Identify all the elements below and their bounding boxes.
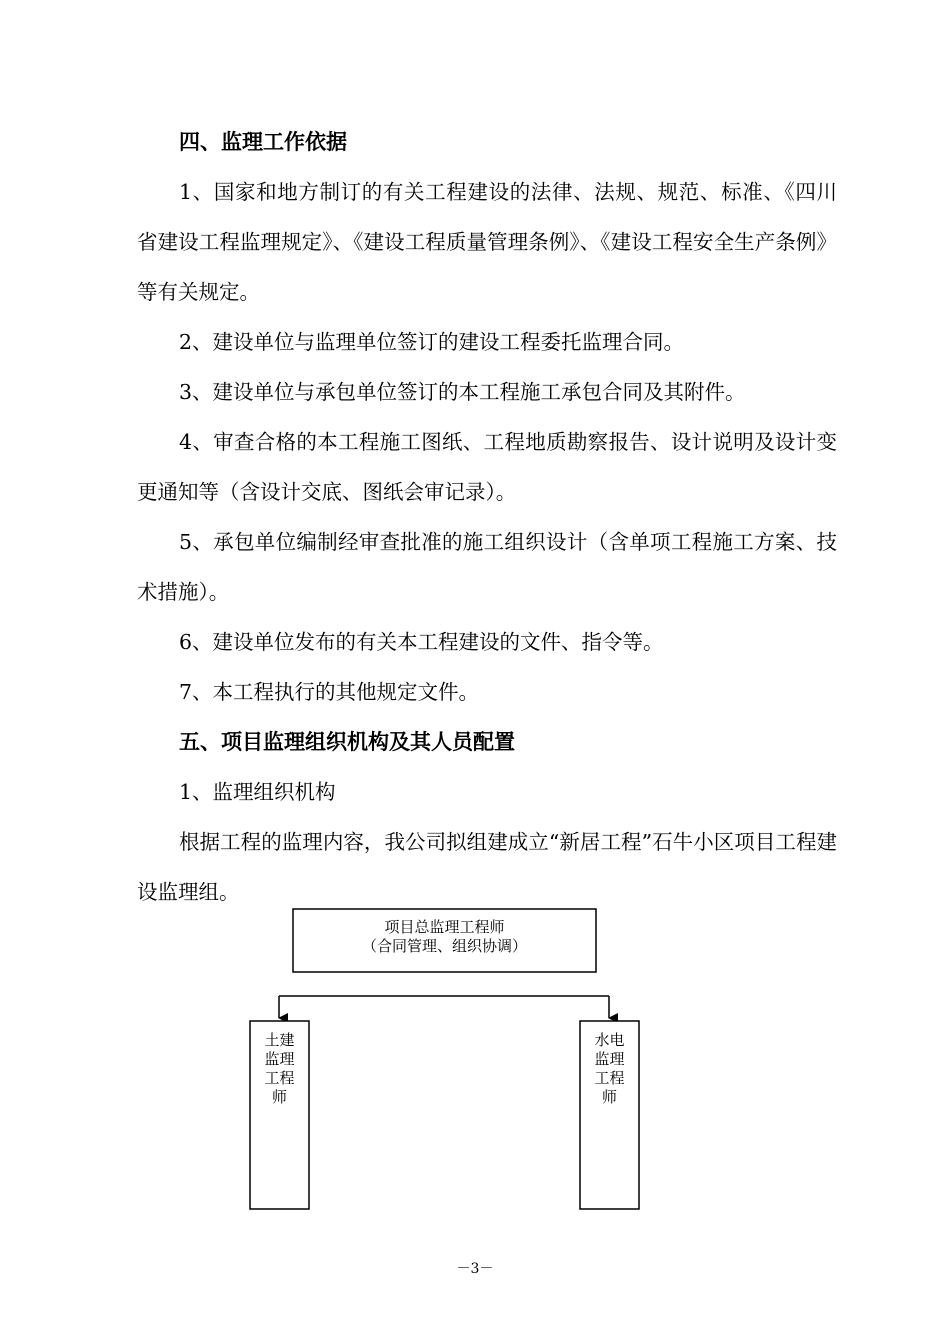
section-4-item-4: 4、审查合格的本工程施工图纸、工程地质勘察报告、设计说明及设计变更通知等（含设计交底、图纸会审记录）。	[137, 430, 837, 504]
mep-engineer-line-4: 师	[601, 1088, 618, 1106]
mep-engineer-line-2: 监理	[594, 1050, 625, 1068]
civil-engineer-line-3: 工程	[264, 1069, 295, 1087]
civil-engineer-line-1: 土建	[264, 1031, 295, 1049]
section-4-item-6: 6、建设单位发布的有关本工程建设的文件、指令等。	[179, 630, 664, 654]
section-5-intro: 根据工程的监理内容，我公司拟组建成立“新居工程”石牛小区项目工程建设监理组。	[137, 830, 837, 904]
section-4-item-5: 5、承包单位编制经审查批准的施工组织设计（含单项工程施工方案、技术措施）。	[137, 530, 837, 604]
section-5-heading: 五、项目监理组织机构及其人员配置	[179, 729, 515, 754]
mep-engineer-line-3: 工程	[594, 1069, 625, 1087]
civil-engineer-line-4: 师	[271, 1088, 288, 1106]
chief-engineer-title: 项目总监理工程师	[384, 918, 505, 936]
section-4-heading: 四、监理工作依据	[179, 129, 347, 154]
section-4-item-1: 1、国家和地方制订的有关工程建设的法律、法规、规范、标准、《四川省建设工程监理规定》、《建设工程质量管理条例》、《建设工程安全生产条例》等有关规定。	[137, 180, 837, 304]
mep-engineer-line-1: 水电	[594, 1031, 625, 1049]
section-5-subheading: 1、监理组织机构	[179, 780, 336, 804]
section-4-item-7: 7、本工程执行的其他规定文件。	[179, 680, 480, 704]
section-4-item-3: 3、建设单位与承包单位签订的本工程施工承包合同及其附件。	[179, 380, 746, 404]
civil-engineer-line-2: 监理	[264, 1050, 295, 1068]
section-4-item-2: 2、建设单位与监理单位签订的建设工程委托监理合同。	[179, 330, 685, 354]
page-number: －3－	[456, 1261, 494, 1277]
chief-engineer-duties: （合同管理、组织协调）	[361, 937, 528, 955]
